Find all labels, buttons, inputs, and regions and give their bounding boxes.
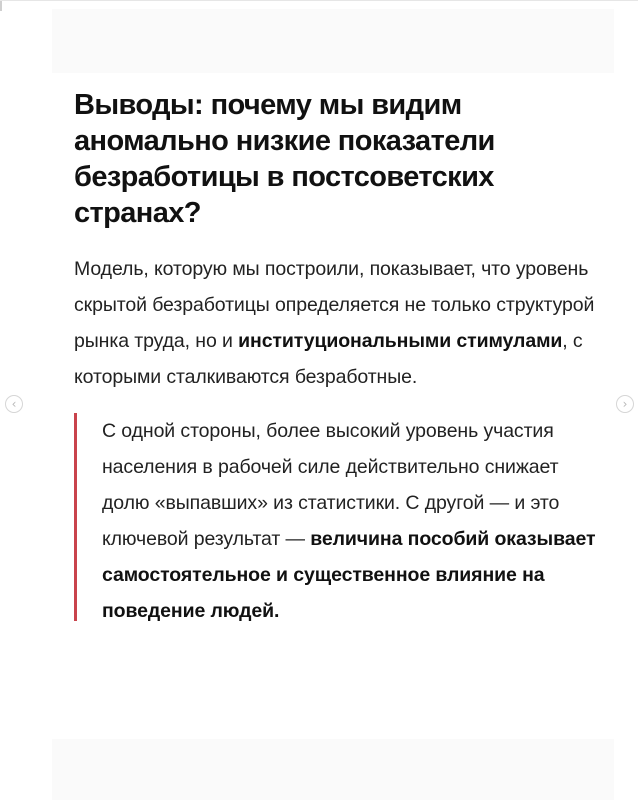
previous-card-edge <box>52 9 614 73</box>
quote-text-part1: С одной стороны, более высокий уровень участия населения в рабочей силе действительно снижает долю «выпавших» из статистики. С другой — и это ключевой результат — <box>102 420 560 550</box>
quote-accent-bar <box>74 413 77 621</box>
next-card-edge <box>52 739 614 800</box>
top-corner-divider <box>0 1 2 11</box>
blockquote <box>74 413 604 629</box>
article-heading: Выводы: почему мы видим аномально низкие показатели безработицы в постсоветских странах? <box>74 89 495 229</box>
lead-bold-text: институциональными стимулами <box>238 330 563 352</box>
lead-text-part1: Модель, которую мы построили, показывает, что уровень скрытой безработицы определяется не только структурой рынка труда, но и <box>74 258 595 352</box>
lead-text-part2: , с которыми сталкиваются безработные. <box>74 330 583 388</box>
lead-paragraph <box>74 251 604 395</box>
chevron-right-icon[interactable]: › <box>616 395 634 413</box>
article-content <box>74 87 604 629</box>
chevron-left-icon[interactable]: ‹ <box>5 395 23 413</box>
quote-bold-text: величина пособий оказывает самостоятельное и существенное влияние на поведение людей. <box>102 528 596 622</box>
